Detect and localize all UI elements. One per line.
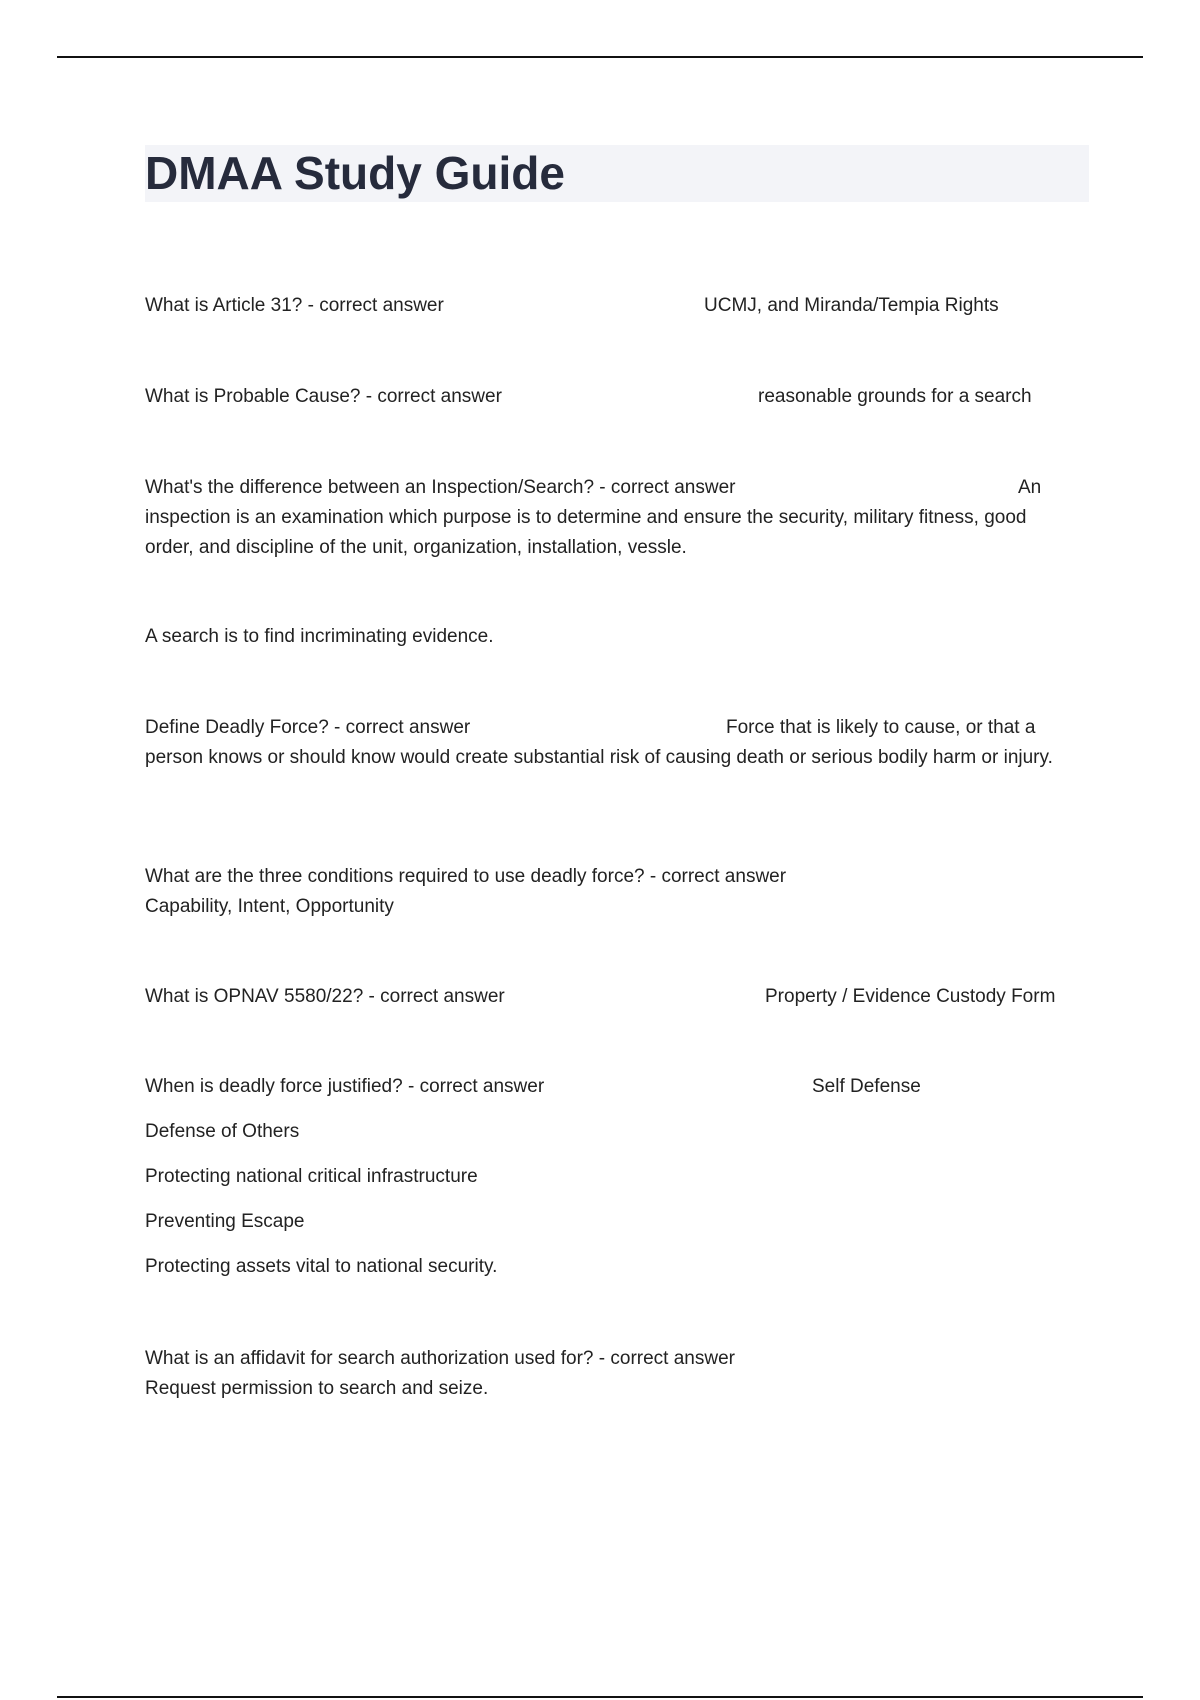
bottom-rule <box>57 1696 1143 1698</box>
qa-three-conditions <box>145 862 1065 922</box>
answer-text: inspection is an examination which purpose is to determine and ensure the security, military fitness, good order, and discipline of the unit, organization, installation, vessle. <box>145 507 1027 558</box>
question-text: What is OPNAV 5580/22? - correct answer <box>145 986 505 1007</box>
question-text: What is Probable Cause? - correct answer <box>145 386 502 407</box>
question-text: When is deadly force justified? - correct answer <box>145 1076 545 1097</box>
list-item: Preventing Escape <box>145 1211 305 1232</box>
top-rule <box>57 56 1143 58</box>
answer-text: Request permission to search and seize. <box>145 1378 489 1399</box>
answer-text: Self Defense <box>812 1076 921 1097</box>
question-text: What are the three conditions required to use deadly force? - correct answer <box>145 866 787 887</box>
qa-probable-cause <box>145 382 1065 412</box>
qa-affidavit <box>145 1344 1065 1404</box>
qa-search-note <box>145 622 1065 652</box>
answer-lead-text: An <box>1018 477 1042 498</box>
question-text: What is an affidavit for search authorization used for? - correct answer <box>145 1348 735 1369</box>
question-text: Define Deadly Force? - correct answer <box>145 717 471 738</box>
qa-deadly-force-justified <box>145 1072 1065 1297</box>
list-item: Protecting national critical infrastructure <box>145 1166 478 1187</box>
question-text: What's the difference between an Inspection/Search? - correct answer <box>145 477 736 498</box>
answer-text: person knows or should know would create substantial risk of causing death or serious bodily harm or injury. <box>145 747 1053 768</box>
answer-text: UCMJ, and Miranda/Tempia Rights <box>704 295 999 316</box>
list-item: Protecting assets vital to national security. <box>145 1256 498 1277</box>
qa-inspection-search <box>145 473 1065 563</box>
question-text: What is Article 31? - correct answer <box>145 295 444 316</box>
answer-text: Capability, Intent, Opportunity <box>145 896 394 917</box>
qa-deadly-force <box>145 713 1065 773</box>
note-text: A search is to find incriminating evidence. <box>145 626 494 647</box>
answer-text: reasonable grounds for a search <box>758 386 1032 407</box>
qa-article-31 <box>145 291 1065 321</box>
page-title: DMAA Study Guide <box>145 147 565 199</box>
answer-text: Property / Evidence Custody Form <box>765 986 1056 1007</box>
qa-opnav <box>145 982 1065 1012</box>
answer-lead-text: Force that is likely to cause, or that a <box>726 717 1036 738</box>
list-item: Defense of Others <box>145 1121 300 1142</box>
